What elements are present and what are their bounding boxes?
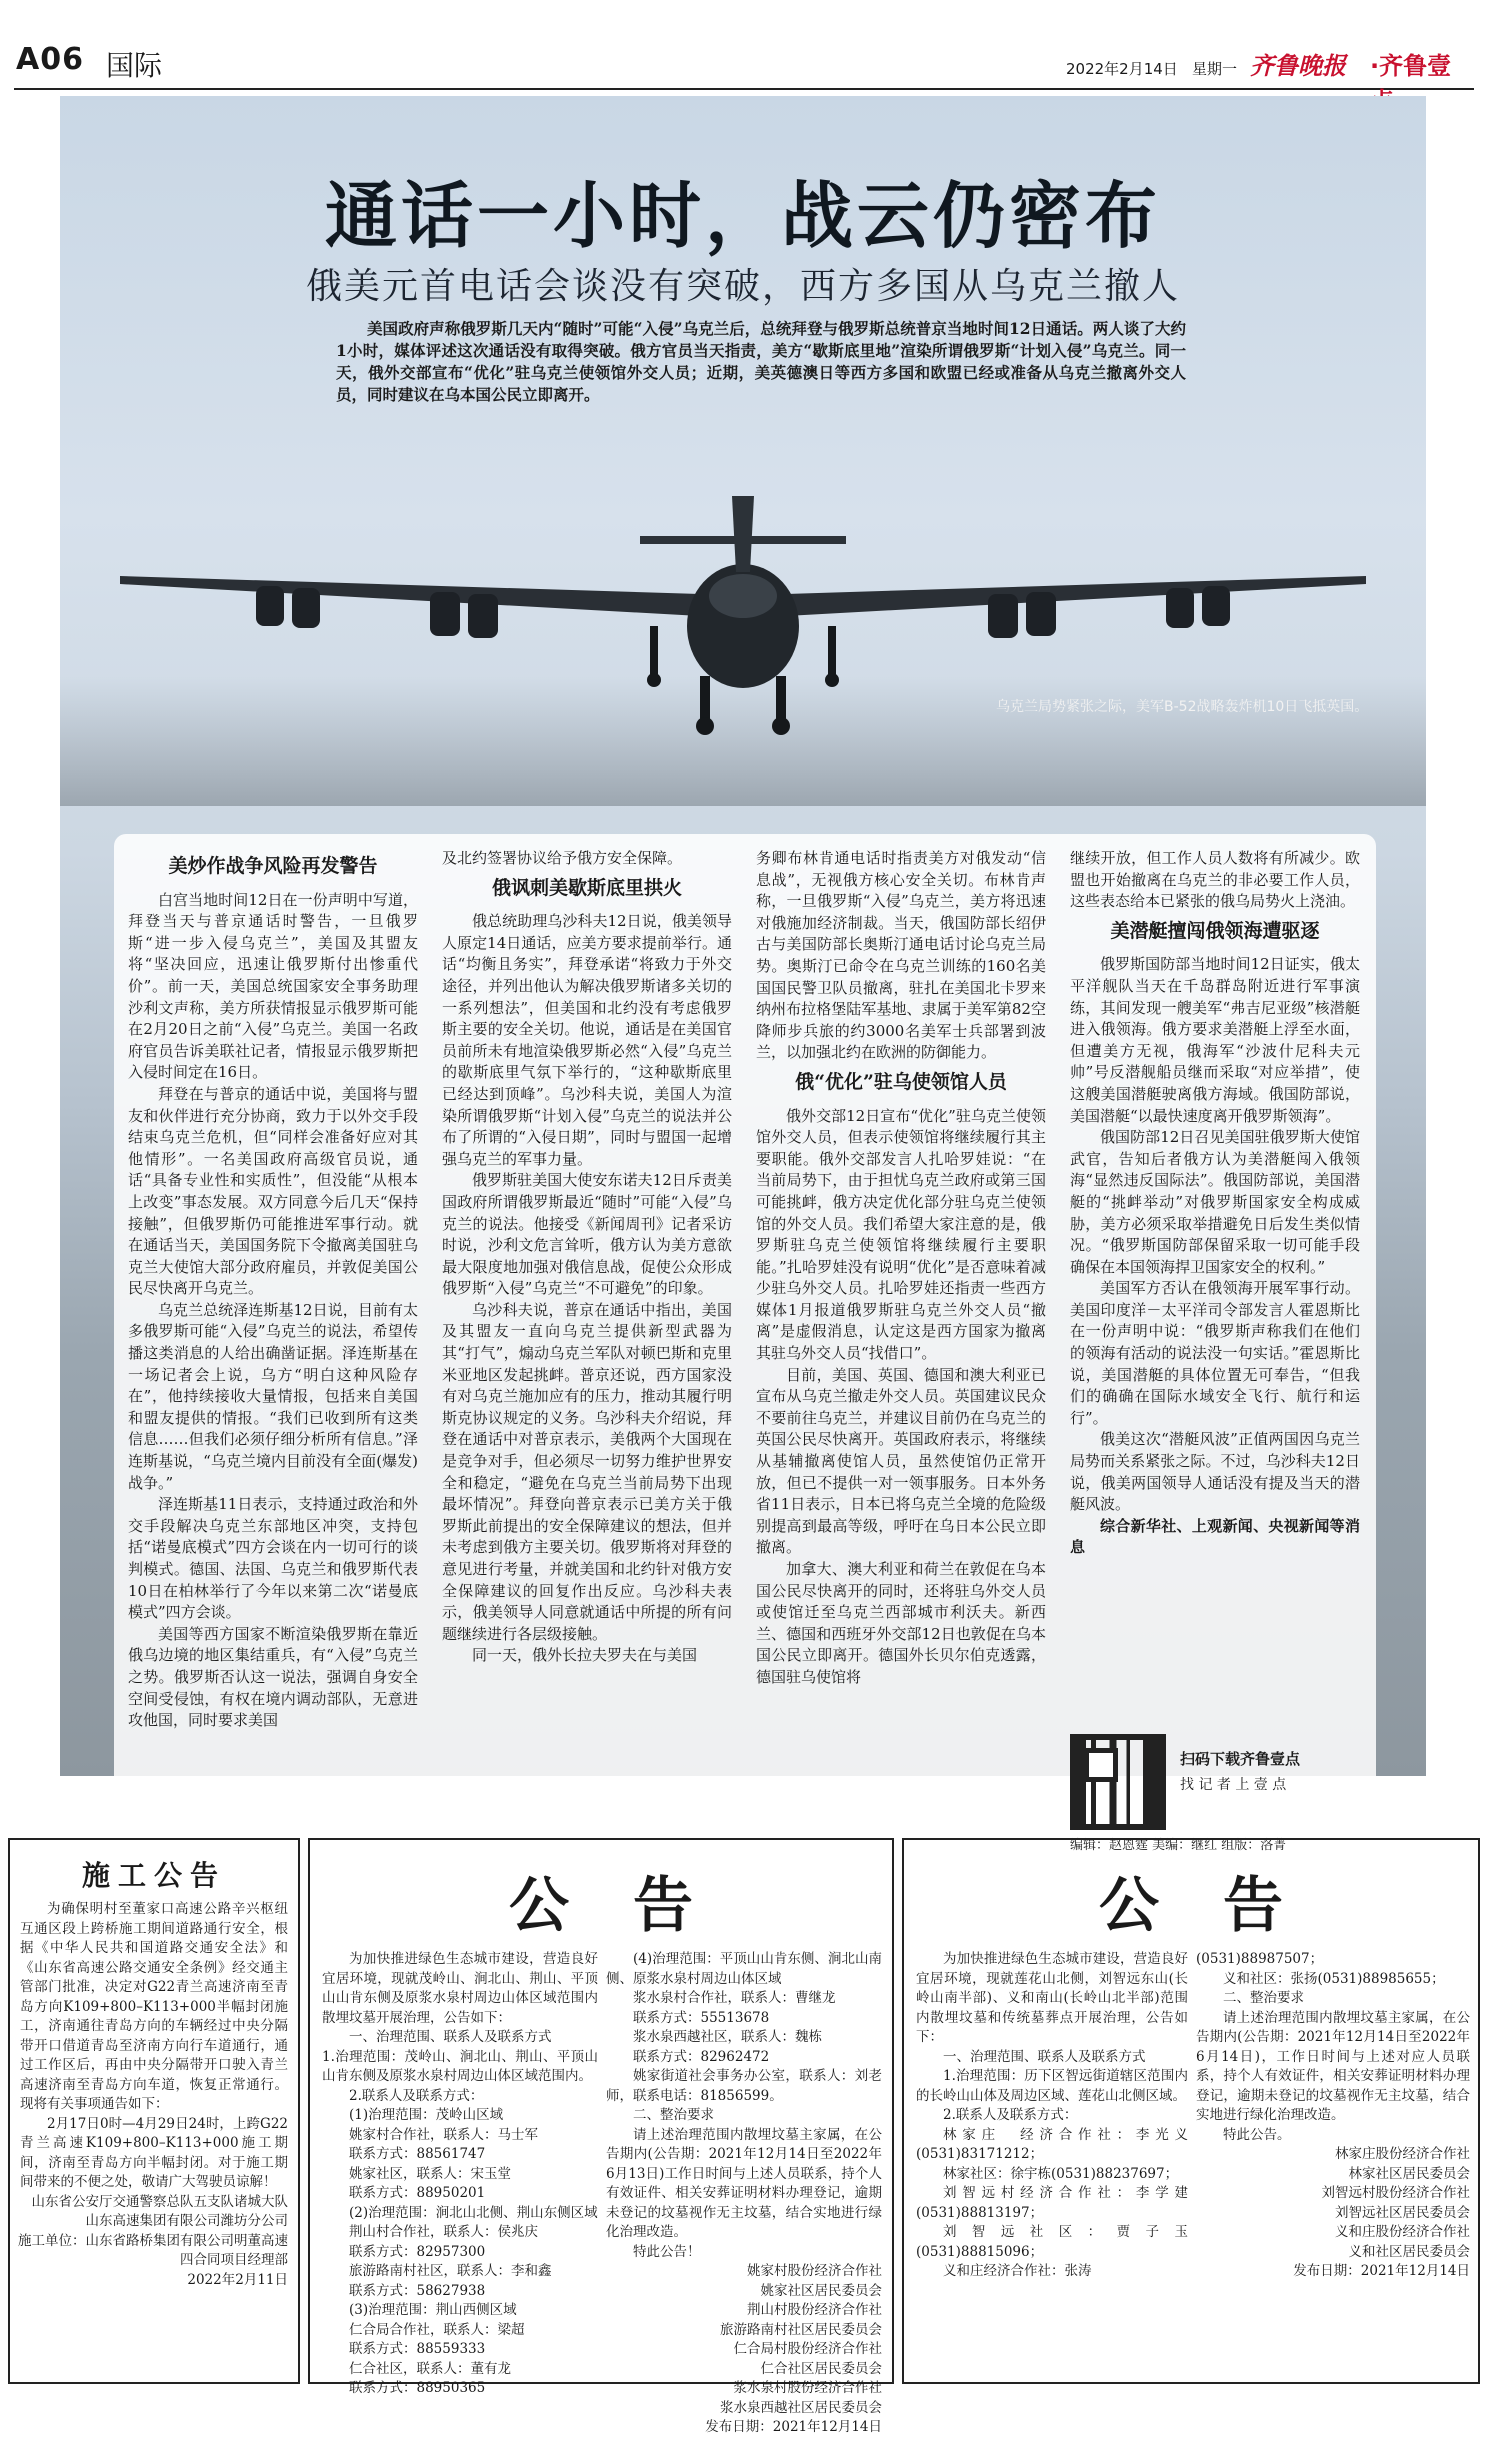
notice-line: 义和庄经济合作社：张涛 bbox=[943, 2263, 1092, 2279]
bomber-plane-image bbox=[60, 476, 1426, 806]
notice-line: (0531)88987507； bbox=[1196, 1951, 1324, 1967]
notice-line: 请上述治理范围内散埋坟墓主家属，在公告期内(公告期：2021年12月14日至2022年6月14日)，工作日时间与上述对应人员联系，持个人有效证件，相关安葬证明材料办理登记，逾期未登记的坟墓视作无主坟墓，结合实地进行绿化治理改造。 bbox=[1196, 2009, 1470, 2123]
qr-code-block bbox=[1070, 1734, 1360, 1854]
article-panel bbox=[114, 834, 1376, 1864]
signer-name: 仁合局村股份经济合作社 bbox=[733, 2341, 882, 2357]
signer-name: 浆水泉村股份经济合作社 bbox=[733, 2380, 882, 2396]
article-column-4 bbox=[1070, 848, 1360, 1559]
source-credit: 综合新华社、上观新闻、央视新闻等消息 bbox=[1070, 1516, 1360, 1557]
notice-line: 姚家村合作社，联系人：马士军 bbox=[349, 2126, 538, 2143]
issue-date: 2022年2月14日 bbox=[1066, 60, 1178, 78]
notice-line: 联系方式：82962472 bbox=[633, 2048, 770, 2065]
notice-line: 义和社区：张扬(0531)88985655； bbox=[1223, 1970, 1445, 1987]
notice-line: 二、整治要求 bbox=[633, 2107, 714, 2123]
notice-line: 特此公告！ bbox=[633, 2243, 701, 2260]
page-number: A06 bbox=[16, 42, 84, 77]
notice-line: 姚家街道社会事务办公室，联系人：刘老师，联系电话：81856599。 bbox=[606, 2068, 882, 2104]
notice-line: 为加快推进绿色生态城市建设，营造良好宜居环境，现就茂岭山、涧北山、荆山、平顶山山肯东侧及原浆水泉村周边山体区域范围内散埋坟墓开展治理，公告如下： bbox=[322, 1951, 598, 2026]
notice-line: 一、治理范围、联系人及联系方式 bbox=[349, 2029, 552, 2045]
signer-name: 林家社区居民委员会 bbox=[1348, 2165, 1470, 2182]
notice-columns bbox=[904, 1950, 1478, 2382]
notice-line: 一、治理范围、联系人及联系方式 bbox=[943, 2048, 1146, 2065]
notice-signers bbox=[1196, 2145, 1470, 2262]
paragraph: 俄国防部12日召见美国驻俄罗斯大使馆武官，告知后者俄方认为美潜艇闯入俄领海“显然违反国际法”。俄国防部说，美国潜艇的“挑衅举动”对俄罗斯国家安全构成威胁，美方必须采取举措避免日后发生类似情况。“俄罗斯国防部保留采取一切可能手段确保在本国领海捍卫国家安全的权利。” bbox=[1070, 1128, 1360, 1276]
signer-name: 浆水泉西越社区居民委员会 bbox=[720, 2399, 882, 2416]
paragraph: 泽连斯基11日表示，支持通过政治和外交手段解决乌克兰东部地区冲突，支持包括“诺曼底模式”四方会谈在内一切可行的谈判模式。德国、法国、乌克兰和俄罗斯代表10日在柏林举行了今年以来第二次“诺曼底模式”四方会谈。 bbox=[128, 1495, 418, 1622]
notice-line: 二、整治要求 bbox=[1223, 1990, 1304, 2006]
paragraph: 俄总统助理乌沙科夫12日说，俄美领导人原定14日通话，应美方要求提前举行。通话“均衡且务实”，拜登承诺“将致力于外交途径，并列出他认为解决俄罗斯诸多关切的一系列想法”，但美国和北约没有考虑俄罗斯主要的安全关切。他说，通话是在美国官员前所未有地渲染俄罗斯必然“入侵”乌克兰的歇斯底里气氛下举行的，“这种歇斯底里已经达到顶峰”。乌沙科夫说，美国人为渲染所谓俄罗斯“计划入侵”乌克兰的说法并公布了所谓的“入侵日期”，同时与盟国一起增强乌克兰的军事力量。 bbox=[442, 912, 732, 1168]
notice-body bbox=[10, 1900, 298, 2193]
notice-column-left bbox=[322, 1950, 598, 2399]
paragraph: 俄罗斯国防部当地时间12日证实，俄太平洋舰队当天在千岛群岛附近进行军事演练，其间发现一艘美军“弗吉尼亚级”核潜艇进入俄领海。俄方要求美潜艇上浮至水面，但遭美方无视，俄海军“沙波什尼科夫元帅”号反潜舰船员继而采取“对应举措”，使这艘美国潜艇驶离俄方海域。俄国防部说，美国潜艇“以最快速度离开俄罗斯领海”。 bbox=[1070, 955, 1360, 1125]
qr-code-icon[interactable] bbox=[1070, 1734, 1166, 1830]
notice-line: 荆山村合作社，联系人：侯兆庆 bbox=[349, 2224, 538, 2240]
qr-reporter-text: 找 记 者 上 壹 点 bbox=[1180, 1777, 1287, 1793]
notice-line: 刘智远村经济合作社：李学建(0531)88813197； bbox=[916, 2185, 1188, 2221]
signer-name: 仁合社区居民委员会 bbox=[760, 2360, 882, 2377]
notice-line: 2.联系人及联系方式： bbox=[943, 2107, 1078, 2123]
notice-title: 公告 bbox=[509, 1871, 757, 1941]
signer-name: 姚家社区居民委员会 bbox=[760, 2282, 882, 2299]
signer-name: 义和庄股份经济合作社 bbox=[1335, 2224, 1470, 2240]
qr-scan-text: 扫码下载齐鲁壹点 bbox=[1180, 1750, 1301, 1768]
article-column-1 bbox=[128, 848, 418, 1732]
paragraph-continued: 及北约签署协议给予俄方安全保障。 bbox=[442, 849, 683, 867]
paragraph: 加拿大、澳大利亚和荷兰在敦促在乌本国公民尽快离开的同时，还将驻乌外交人员或使馆迁至乌克兰西部城市利沃夫。新西兰、德国和西班牙外交部12日也敦促在乌本国公民立即离开。德国外长贝尔伯克透露，德国驻乌使馆将 bbox=[756, 1560, 1046, 1686]
subheadline: 俄美元首电话会谈没有突破，西方多国从乌克兰撤人 bbox=[305, 266, 1180, 307]
signer-name: 林家庄股份经济合作社 bbox=[1335, 2146, 1470, 2162]
notice-line: 姚家社区，联系人：宋玉堂 bbox=[349, 2165, 511, 2182]
notice-line: (2)治理范围：涧北山北侧、荆山东侧区域 bbox=[349, 2204, 598, 2221]
notice-title: 公告 bbox=[1099, 1871, 1347, 1941]
paragraph: 2月17日0时—4月29日24时，上跨G22青兰高速K109+800–K113+000施工期间，济南至青岛方向半幅封闭。对于施工期间带来的不便之处，敬请广大驾驶员谅解！ bbox=[20, 2115, 288, 2190]
signer-name: 刘智远村股份经济合作社 bbox=[1321, 2185, 1470, 2201]
notice-line: 联系方式：55513678 bbox=[633, 2009, 770, 2026]
paragraph: 拜登在与普京的通话中说，美国将与盟友和伙伴进行充分协商，致力于以外交手段结束乌克兰危机，但“同样会准备好应对其他情形”。一名美国政府高级官员说，通话“具备专业性和实质性”，但没能“从根本上改变”事态发展。双方同意今后几天“保持接触”，但俄罗斯仍可能推进军事行动。就在通话当天，美国国务院下令撤离美国驻乌克兰大使馆大部分政府雇员，并敦促美国公民尽快离开乌克兰。 bbox=[128, 1084, 418, 1298]
notice-date: 发布日期：2021年12月14日 bbox=[1293, 2263, 1470, 2279]
article-column-2 bbox=[442, 848, 732, 1667]
signer-name: 义和社区居民委员会 bbox=[1348, 2243, 1470, 2260]
signer-name: 刘智远社区居民委员会 bbox=[1335, 2204, 1470, 2221]
notice-signers bbox=[606, 2262, 882, 2418]
notice-line: (1)治理范围：茂岭山区域 bbox=[349, 2107, 504, 2123]
construction-unit: 施工单位：山东省路桥集团有限公司明董高速四合同项目经理部 bbox=[18, 2232, 288, 2268]
newspaper-logo: 齐鲁晚报 bbox=[1250, 51, 1346, 80]
notice-line: 为加快推进绿色生态城市建设，营造良好宜居环境，现就莲花山北侧，刘智远东山(长岭山南半部)、义和南山(长岭山北半部)范围内散埋坟墓和传统墓葬点开展治理，公告如下： bbox=[916, 1951, 1188, 2045]
photo-caption: 乌克兰局势紧张之际，美军B-52战略轰炸机10日飞抵英国。 bbox=[996, 699, 1369, 715]
notice-column-right bbox=[1196, 1950, 1470, 2282]
section-heading: 美炒作战争风险再发警告 bbox=[168, 855, 378, 877]
notice-line: (3)治理范围：荆山西侧区域 bbox=[349, 2302, 517, 2318]
section-label: 国际 bbox=[106, 49, 163, 82]
notice-line: 2.联系人及联系方式： bbox=[349, 2087, 484, 2104]
notice-line: 浆水泉西越社区，联系人：魏栋 bbox=[633, 2029, 822, 2045]
notice-line: 请上述治理范围内散埋坟墓主家属，在公告期内(公告期：2021年12月14日至2022年6月13日)工作日时间与上述人员联系，持个人有效证件、相关安葬证明材料办理登记，逾期未登记的坟墓视作无主坟墓，结合实地进行绿化治理改造。 bbox=[606, 2126, 882, 2240]
signer-name: 荆山村股份经济合作社 bbox=[747, 2302, 882, 2318]
notice-line: 1.治理范围：茂岭山、涧北山、荆山、平顶山山肯东侧及原浆水泉村周边山体区域范围内。 bbox=[322, 2048, 598, 2084]
article-column-3 bbox=[756, 848, 1046, 1689]
notice-line: 1.治理范围：历下区智远街道辖区范围内的长岭山山体及周边区域、莲花山北侧区域。 bbox=[916, 2068, 1188, 2104]
notice-column-right bbox=[606, 1950, 882, 2438]
paragraph-continued: 务卿布林肯通电话时指责美方对俄发动“信息战”，无视俄方核心安全关切。布林肯声称，一旦俄罗斯“入侵”乌克兰，美方将迅速对俄施加经济制裁。当天，俄国防部长绍伊古与美国防部长奥斯汀通电话讨论乌克兰局势。奥斯汀已命令在乌克兰训练的160名美国国民警卫队员撤离，驻扎在美国北卡罗来纳州布拉格堡陆军基地、隶属于美军第82空降师步兵旅的约3000名美军士兵部署到波兰，以加强北约在欧洲的防御能力。 bbox=[756, 849, 1046, 1062]
lead-paragraph: 美国政府声称俄罗斯几天内“随时”可能“入侵”乌克兰后，总统拜登与俄罗斯总统普京当地时间12日通话。两人谈了大约1小时，媒体评述这次通话没有取得突破。俄方官员当天指责，美方“歇斯底里地”渲染所谓俄罗斯“计划入侵”乌克兰。同一天，俄外交部宣布“优化”驻乌克兰使领馆外交人员；近期，美英德澳日等西方多国和欧盟已经或准备从乌克兰撤离外交人员，同时建议在乌本国公民立即离开。 bbox=[336, 319, 1186, 404]
paragraph: 白宫当地时间12日在一份声明中写道，拜登当天与普京通话时警告，一旦俄罗斯“进一步入侵乌克兰”，美国及其盟友将“坚决回应，迅速让俄罗斯付出惨重代价”。前一天，美国总统国家安全事务助理沙利文声称，美方所获情报显示俄罗斯可能在2月20日之前“入侵”乌克兰。美国一名政府官员告诉美联社记者，情报显示俄罗斯把入侵时间定在16日。 bbox=[128, 890, 418, 1082]
brand-logo: ·齐鲁壹 bbox=[1370, 52, 1452, 80]
construction-notice bbox=[8, 1838, 300, 2384]
notice-line: 林家庄 经济合作社：李光义(0531)83171212； bbox=[916, 2126, 1188, 2162]
notice-line: (4)治理范围：平顶山山肯东侧、涧北山南侧、原浆水泉村周边山体区域 bbox=[606, 1951, 882, 1987]
section-heading: 俄讽刺美歇斯底里拱火 bbox=[491, 876, 682, 899]
paragraph: 俄外交部12日宣布“优化”驻乌克兰使领馆外交人员，但表示使领馆将继续履行其主要职能。俄外交部发言人扎哈罗娃说：“在当前局势下，由于担忧乌克兰政府或第三国可能挑衅，俄方决定优化部分驻乌克兰使领馆的外交人员。我们希望大家注意的是，俄罗斯驻乌克兰使领馆将继续履行主要职能。”扎哈罗娃没有说明“优化”是否意味着减少驻乌外交人员。扎哈罗娃还指责一些西方媒体1月报道俄罗斯驻乌克兰外交人员“撤离”是虚假消息，认定这是西方国家为撤离其驻乌外交人员“找借口”。 bbox=[756, 1106, 1046, 1363]
notice-line: 联系方式：88561747 bbox=[349, 2146, 486, 2162]
notice-line: 仁合社区，联系人：董有龙 bbox=[349, 2360, 511, 2377]
notice-line: 浆水泉村合作社，联系人：曹继龙 bbox=[633, 1990, 836, 2006]
notice-line: 特此公告。 bbox=[1223, 2126, 1291, 2143]
notice-line: 旅游路南村社区，联系人：李和鑫 bbox=[349, 2263, 552, 2279]
editor-credits: 编辑：赵恩霆 美编：继红 组版：洛菁 bbox=[1070, 1838, 1287, 1853]
paragraph: 俄美这次“潜艇风波”正值两国因乌克兰局势而关系紧张之际。不过，乌沙科夫12日说，俄美两国领导人通话没有提及当天的潜艇风波。 bbox=[1070, 1430, 1360, 1514]
notice-line: 林家社区：徐宇栋(0531)88237697； bbox=[943, 2165, 1179, 2182]
notice-date: 发布日期：2021年12月14日 bbox=[705, 2419, 882, 2435]
paragraph: 美国军方否认在俄领海开展军事行动。美国印度洋－太平洋司令部发言人霍恩斯比在一份声明中说：“俄罗斯声称我们在他们的领海有活动的说法没一句实话。”霍恩斯比说，美国潜艇的具体位置无可奉告，“但我们的确确在国际水域安全飞行、航行和运行”。 bbox=[1070, 1279, 1360, 1427]
hero-photo bbox=[60, 96, 1426, 1853]
signer-name: 姚家村股份经济合作社 bbox=[747, 2263, 882, 2279]
paragraph-continued: 继续开放，但工作人员人数将有所减少。欧盟也开始撤离在乌克兰的非必要工作人员，这些表态给本已紧张的俄乌局势火上浇油。 bbox=[1070, 849, 1360, 911]
paragraph: 美国等西方国家不断渲染俄罗斯在靠近俄乌边境的地区集结重兵，有“入侵”乌克兰之势。俄罗斯否认这一说法，强调自身安全空间受侵蚀，有权在境内调动部队，无意进攻他国，同时要求美国 bbox=[128, 1624, 418, 1730]
headline: 通话一小时，战云仍密布 bbox=[324, 173, 1161, 258]
grave-notice-b bbox=[902, 1838, 1480, 2384]
grave-notice-a bbox=[308, 1838, 894, 2435]
notice-line: 联系方式：88559333 bbox=[349, 2341, 486, 2357]
notice-line: 联系方式：88950201 bbox=[349, 2185, 486, 2201]
paragraph: 同一天，俄外长拉夫罗夫在与美国 bbox=[472, 1646, 698, 1665]
page-header bbox=[14, 38, 1474, 90]
notice-line: 联系方式：88950365 bbox=[349, 2380, 486, 2396]
signature: 山东省公安厅交通警察总队五支队诸城大队 bbox=[31, 2193, 288, 2210]
paragraph: 俄罗斯驻美国大使安东诺夫12日斥责美国政府所谓俄罗斯最近“随时”可能“入侵”乌克兰的说法。他接受《新闻周刊》记者采访时说，沙利文危言耸听，俄方认为美方意欲最大限度地加强对俄信息战，促使公众形成俄罗斯“入侵”乌克兰“不可避免”的印象。 bbox=[442, 1171, 732, 1298]
issue-weekday: 星期一 bbox=[1192, 60, 1238, 78]
paragraph: 乌沙科夫说，普京在通话中指出，美国及其盟友一直向乌克兰提供新型武器为其“打气”，煽动乌克兰军队对顿巴斯和克里米亚地区发起挑衅。普京还说，西方国家没有对乌克兰施加应有的压力，推动其履行明斯克协议规定的义务。乌沙科夫介绍说，拜登在通话中对普京表示，美俄两个大国现在是竞争对手，但必须尽一切努力维护世界安全和稳定，“避免在乌克兰当前局势下出现最坏情况”。拜登向普京表示已美方关于俄罗斯此前提出的安全保障建议的想法，但并未考虑到俄方主要关切。俄罗斯将对拜登的意见进行考量，并就美国和北约针对俄方安全保障建议的回复作出反应。乌沙科夫表示，俄美领导人同意就通话中所提的所有问题继续进行各层级接触。 bbox=[442, 1300, 732, 1643]
notice-columns bbox=[310, 1950, 892, 2435]
signer-name: 旅游路南村社区居民委员会 bbox=[720, 2321, 882, 2338]
notice-line: 联系方式：58627938 bbox=[349, 2282, 486, 2299]
notice-date: 2022年2月11日 bbox=[187, 2271, 288, 2288]
section-heading: 美潜艇擅闯俄领海遭驱逐 bbox=[1110, 919, 1320, 942]
notice-line: 刘智远社区：贾子玉(0531)88815096； bbox=[916, 2224, 1188, 2260]
notice-column-left bbox=[916, 1950, 1188, 2282]
notice-line: 仁合局合作社，联系人：梁超 bbox=[349, 2321, 525, 2338]
notice-line: 联系方式：82957300 bbox=[349, 2243, 486, 2260]
signature: 山东高速集团有限公司潍坊分公司 bbox=[85, 2213, 288, 2229]
notice-title: 施工公告 bbox=[81, 1859, 226, 1892]
section-heading: 俄“优化”驻乌使领馆人员 bbox=[795, 1070, 1007, 1093]
paragraph: 为确保明村至董家口高速公路辛兴枢纽互通区段上跨桥施工期间道路通行安全，根据《中华人民共和国道路交通安全法》和《山东省高速公路交通安全条例》经交通主管部门批准，决定对G22青兰高速济南至青岛方向K109+800–K113+000半幅封闭施工，济南通往青岛方向的车辆经过中央分隔带开口借道青岛至济南方向行车道通行，通过工作区后，再由中央分隔带开口驶入青兰高速济南至青岛方向车道，恢复正常通行。现将有关事项通告如下： bbox=[20, 1901, 288, 2112]
paragraph: 目前，美国、英国、德国和澳大利亚已宣布从乌克兰撤走外交人员。英国建议民众不要前往乌克兰，并建议目前仍在乌克兰的英国公民尽快离开。英国政府表示，将继续从基辅撤离使馆人员，虽然使馆仍正常开放，但已不提供一对一领事服务。日本外务省11日表示，日本已将乌克兰全境的危险级别提高到最高等级，呼吁在乌日本公民立即撤离。 bbox=[756, 1365, 1046, 1557]
paragraph: 乌克兰总统泽连斯基12日说，目前有太多俄罗斯可能“入侵”乌克兰的说法，希望传播这类消息的人给出确凿证据。泽连斯基在一场记者会上说，乌方“明白这种风险存在”，他持续接收大量情报，包括来自美国和盟友提供的情报。“我们已收到所有这类信息……但我们必须仔细分析所有信息。”泽连斯基说，“乌克兰境内目前没有全面(爆发)战争。” bbox=[128, 1300, 418, 1492]
